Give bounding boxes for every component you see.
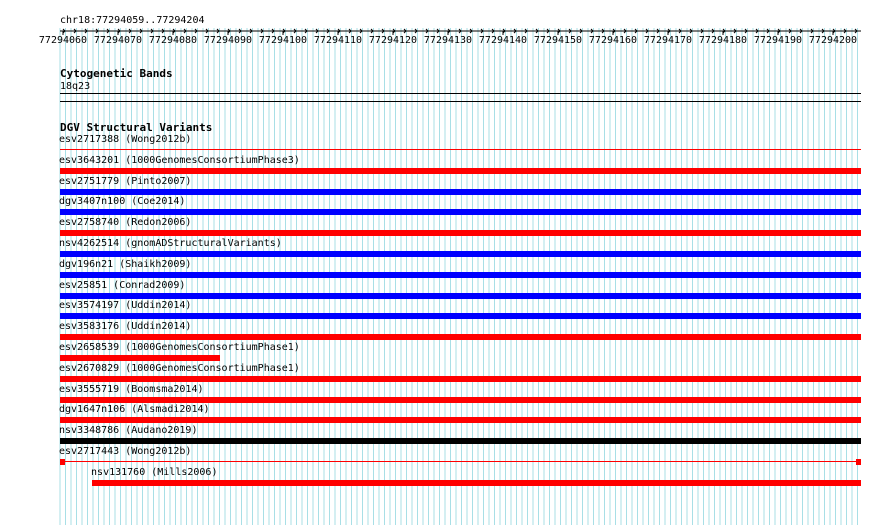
ruler-tick-label: 77294140 [478,35,528,46]
feature-label[interactable]: nsv131760 (Mills2006) [91,466,218,478]
ruler-tick-label: 77294110 [313,35,363,46]
feature-label[interactable]: esv2658539 (1000GenomesConsortiumPhase1) [59,342,300,353]
feature-bar[interactable] [60,438,861,444]
feature-label[interactable]: nsv3348786 (Audano2019) [59,425,198,437]
feature-label[interactable]: esv3574197 (Uddin2014) [59,300,192,312]
location-label: chr18:77294059..77294204 [60,15,205,26]
ruler-tick-label: 77294090 [203,35,253,46]
track-divider [60,101,861,102]
feature-bar[interactable] [60,168,861,174]
feature-bar[interactable] [60,189,861,195]
feature-label[interactable]: esv2670829 (1000GenomesConsortiumPhase1) [59,362,300,374]
feature-label[interactable]: esv2758740 (Redon2006) [59,217,192,229]
feature-bar[interactable] [92,480,861,486]
cytoband-band[interactable] [60,93,861,94]
feature-bar[interactable] [60,397,861,403]
feature-line[interactable] [60,461,861,462]
feature-bar[interactable] [60,313,861,319]
ruler-tick-label: 77294080 [148,35,198,46]
feature-bar[interactable] [60,334,861,340]
cytoband-label[interactable]: 18q23 [60,81,91,92]
ruler-tick-label: 77294100 [258,35,308,46]
cytoband-track-title: Cytogenetic Bands [60,67,173,80]
ruler-tick-label: 77294130 [423,35,473,46]
feature-label[interactable]: esv25851 (Conrad2009) [59,279,186,291]
ruler-tick-label: 77294160 [588,35,638,46]
ruler-tick-label: 77294200 [808,35,858,46]
ruler-tick-label: 77294170 [643,35,693,46]
feature-label[interactable]: esv3643201 (1000GenomesConsortiumPhase3) [59,154,300,166]
ruler-tick-label: 77294070 [93,35,143,46]
feature-bar[interactable] [60,251,861,257]
ruler-tick-label: 77294180 [698,35,748,46]
feature-label[interactable]: esv3555719 (Boomsma2014) [59,383,204,395]
dgv-track-title: DGV Structural Variants [60,121,213,134]
feature-label[interactable]: dgv1647n106 (Alsmadi2014) [59,404,210,416]
feature-end-marker[interactable] [60,459,65,465]
feature-end-marker[interactable] [856,459,861,465]
feature-label[interactable]: dgv3407n100 (Coe2014) [59,196,186,208]
ruler-tick-label: 77294190 [753,35,803,46]
ruler-tick-label: 77294120 [368,35,418,46]
ruler-tick-label: 77294150 [533,35,583,46]
feature-bar[interactable] [60,230,861,236]
feature-bar[interactable] [60,272,861,278]
feature-label[interactable]: dgv196n21 (Shaikh2009) [59,258,192,270]
feature-bar[interactable] [60,376,861,382]
feature-bar[interactable] [60,209,861,215]
feature-label[interactable]: esv2751779 (Pinto2007) [59,175,192,187]
feature-bar[interactable] [60,417,861,423]
feature-label[interactable]: esv3583176 (Uddin2014) [59,321,192,333]
feature-label[interactable]: nsv4262514 (gnomADStructuralVariants) [59,238,282,249]
feature-line[interactable] [60,149,861,150]
feature-label[interactable]: esv2717388 (Wong2012b) [59,134,192,145]
feature-bar[interactable] [60,355,220,361]
feature-bar[interactable] [60,293,861,299]
ruler-tick-label: 77294060 [38,35,88,46]
feature-label[interactable]: esv2717443 (Wong2012b) [59,446,192,457]
